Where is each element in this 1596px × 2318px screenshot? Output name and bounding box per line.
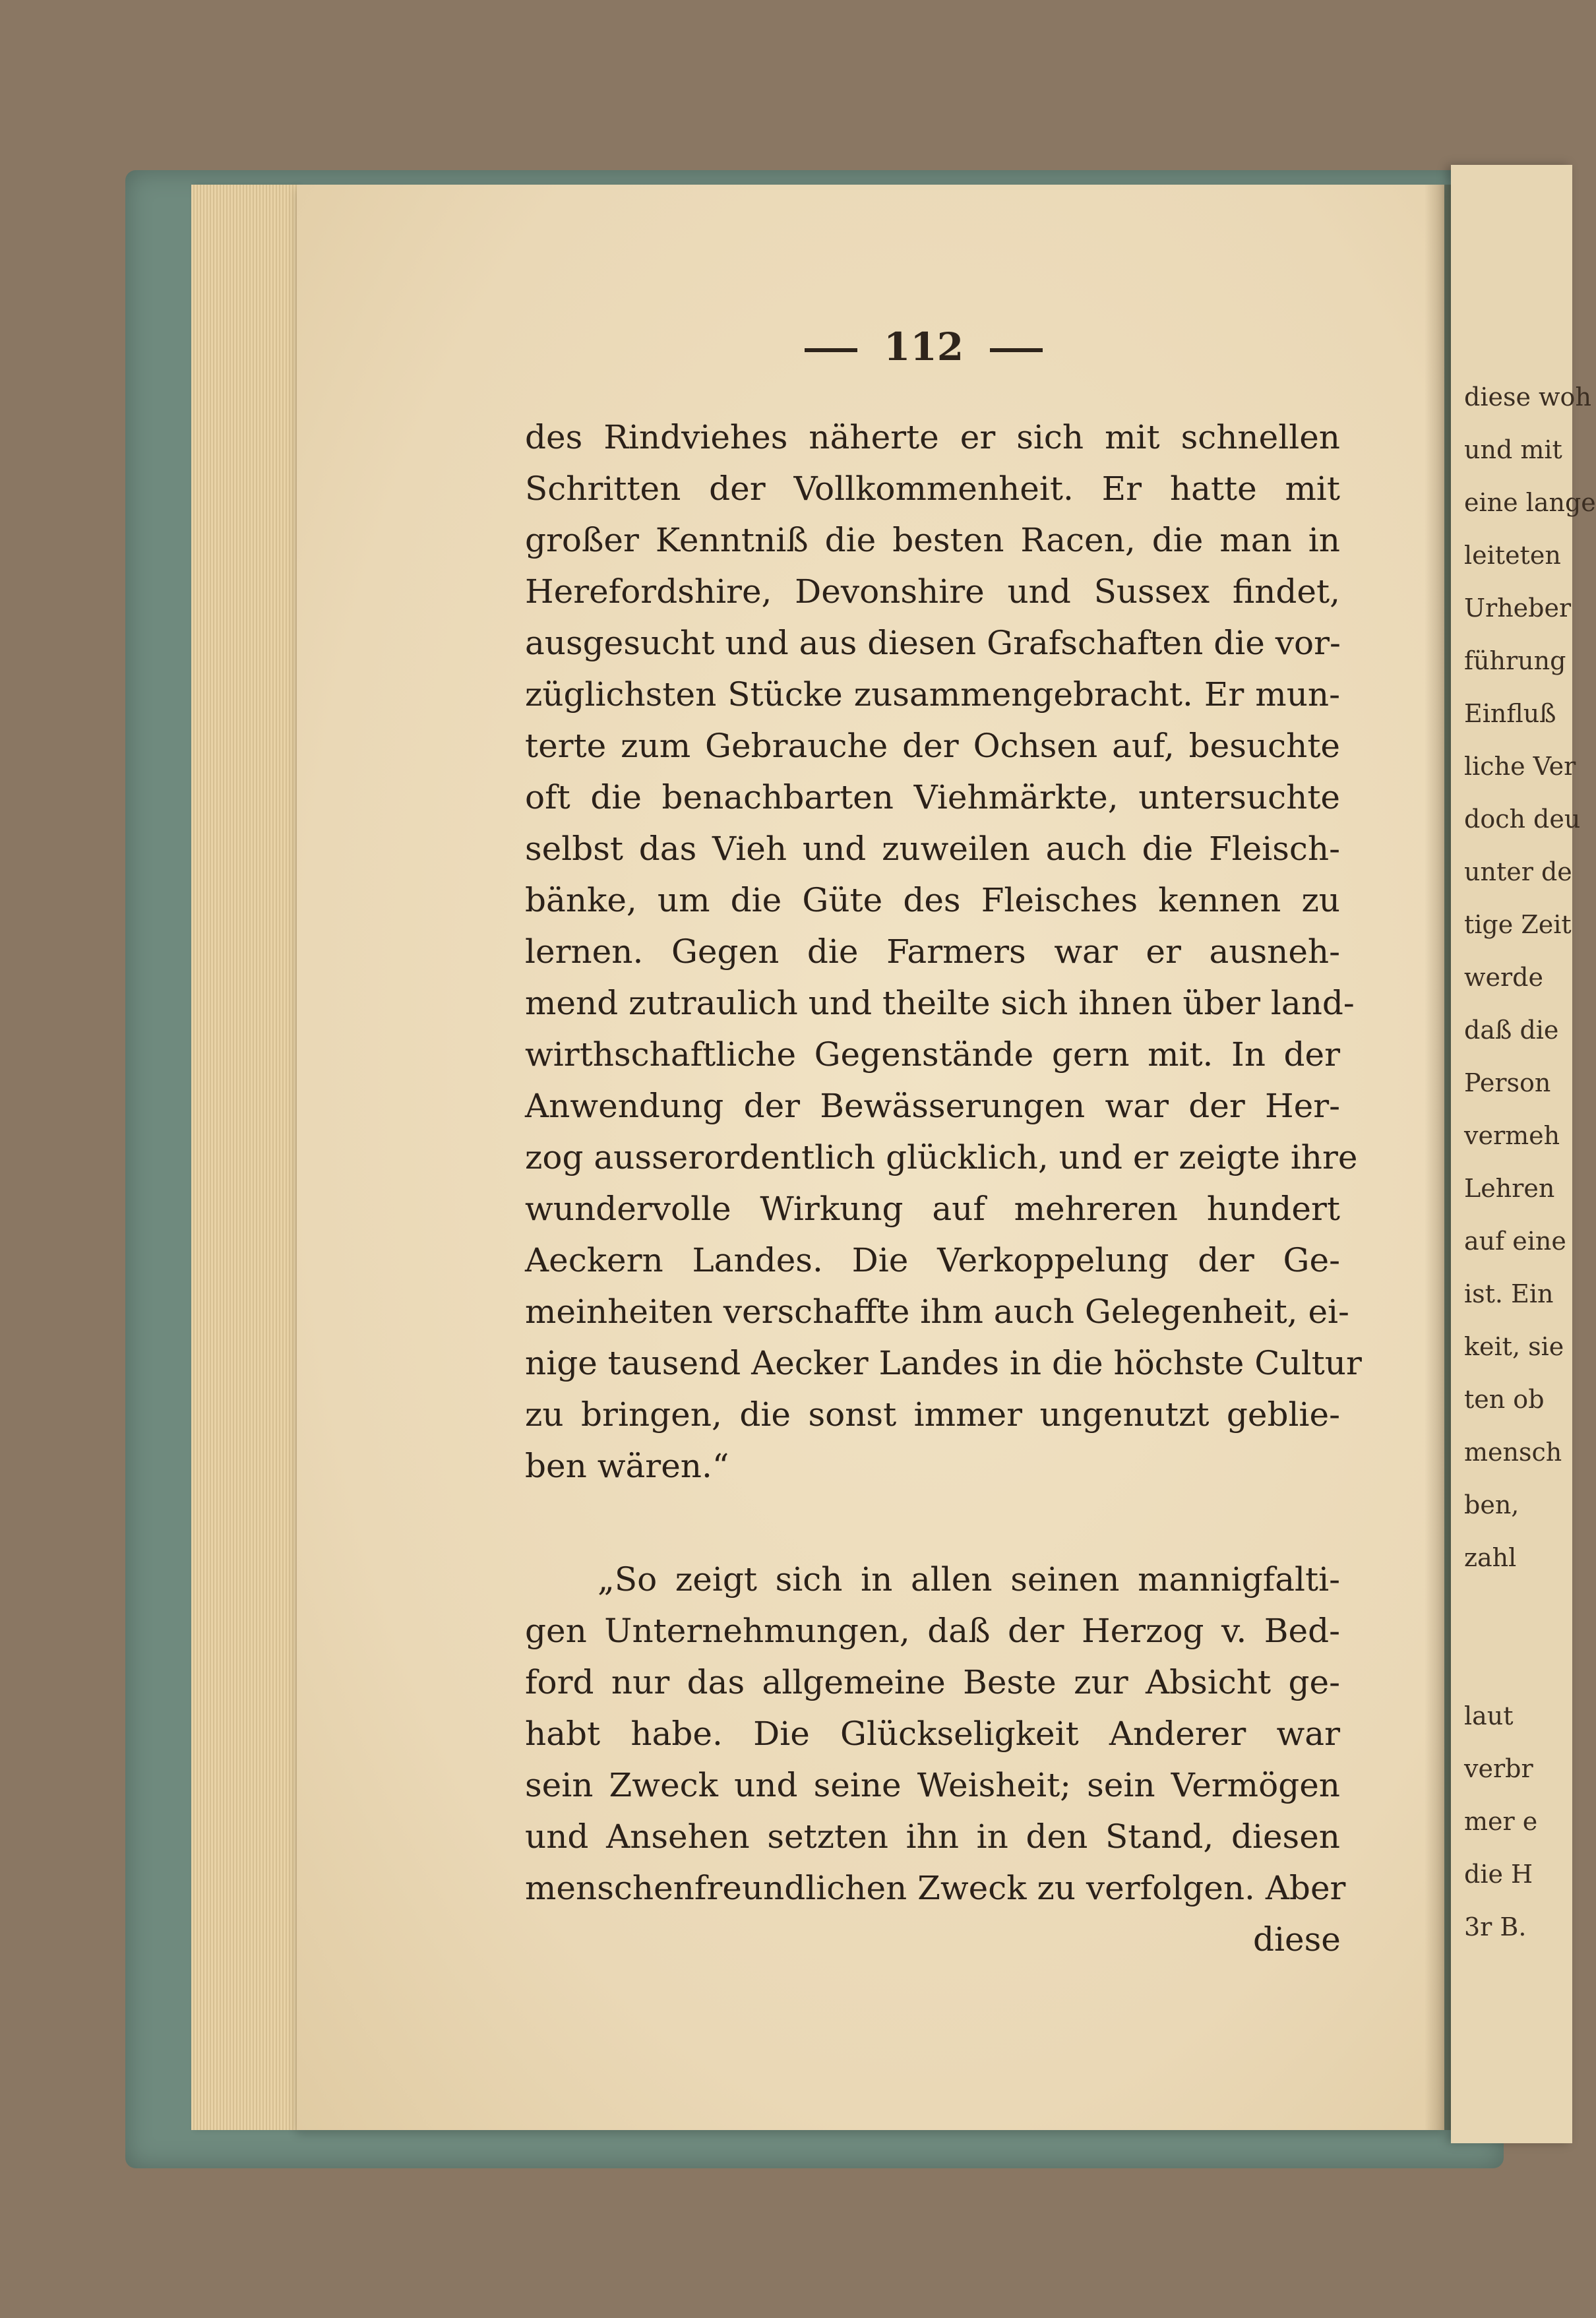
facing-line: mer e [1464,1807,1538,1836]
facing-line: und mit [1464,435,1562,464]
text-line: und Ansehen setzten ihn in den Stand, diesen [525,1817,1340,1856]
page-number [778,324,1069,369]
facing-line: werde [1464,963,1543,992]
text-line: ausgesucht und aus diesen Grafschaften die vor- [525,624,1341,662]
facing-line: ben, [1464,1490,1519,1519]
facing-line: 3r B. [1464,1912,1527,1941]
facing-line: laut [1464,1701,1514,1730]
text-line: zog ausserordentlich glücklich, und er zeigte ihre [525,1138,1358,1176]
text-line: Herefordshire, Devonshire und Sussex findet, [525,572,1340,611]
text-line: ford nur das allgemeine Beste zur Absicht ge- [525,1663,1340,1701]
text-line: Anwendung der Bewässerungen war der Her- [525,1087,1340,1125]
text-line: mend zutraulich und theilte sich ihnen über land- [525,984,1355,1022]
facing-line: die H [1464,1860,1533,1889]
facing-line: Urheber [1464,594,1572,623]
text-line: wundervolle Wirkung auf mehreren hundert [525,1190,1340,1228]
text-line: gen Unternehmungen, daß der Herzog v. Bed- [525,1612,1340,1650]
facing-line: Person [1464,1068,1551,1097]
text-line: bänke, um die Güte des Fleisches kennen zu [525,881,1340,919]
text-line: züglichsten Stücke zusammengebracht. Er mun- [525,675,1340,714]
text-line: sein Zweck und seine Weisheit; sein Vermögen [525,1766,1340,1804]
text-line: meinheiten verschaffte ihm auch Gelegenheit, ei- [525,1293,1349,1331]
facing-line: eine lange [1464,488,1596,517]
dash-left [805,348,857,352]
text-line: oft die benachbarten Viehmärkte, untersuchte [525,778,1340,816]
text-line: ben wären.“ [525,1447,729,1485]
facing-line: unter de [1464,857,1572,886]
facing-line: auf eine [1464,1227,1566,1256]
text-line: zu bringen, die sonst immer ungenutzt geblie- [525,1395,1340,1434]
facing-line: daß die [1464,1016,1559,1045]
facing-line: mensch [1464,1438,1562,1467]
text-line: lernen. Gegen die Farmers war er ausneh- [525,932,1340,971]
page-number-text: 112 [884,324,964,369]
text-line: Aeckern Landes. Die Verkoppelung der Ge- [525,1241,1340,1279]
text-line: des Rindviehes näherte er sich mit schnellen [525,418,1340,456]
text-line: selbst das Vieh und zuweilen auch die Fleisch- [525,830,1340,868]
facing-line: vermeh [1464,1121,1560,1150]
text-line: nige tausend Aecker Landes in die höchste Cultur [525,1344,1362,1382]
text-line: terte zum Gebrauche der Ochsen auf, besuchte [525,727,1340,765]
text-line: „So zeigt sich in allen seinen mannigfalti- [598,1560,1340,1599]
facing-line: verbr [1464,1754,1533,1783]
facing-line: Lehren [1464,1174,1555,1203]
dash-right [990,348,1043,352]
facing-line: keit, sie [1464,1332,1564,1361]
facing-line: Einfluß [1464,699,1556,728]
facing-line: zahl [1464,1543,1517,1572]
page-gutter-shadow [1425,185,1451,2130]
facing-line: liche Ver [1464,752,1576,781]
facing-line: leiteten [1464,541,1561,570]
facing-line: tige Zeit [1464,910,1572,939]
facing-line: ten ob [1464,1385,1545,1414]
text-line: wirthschaftliche Gegenstände gern mit. In der [525,1035,1340,1074]
facing-line: führung [1464,646,1566,675]
catchword: diese [1253,1920,1341,1959]
facing-line: ist. Ein [1464,1279,1554,1308]
text-line: habt habe. Die Glückseligkeit Anderer war [525,1715,1340,1753]
facing-line: doch deu [1464,805,1581,834]
text-line: großer Kenntniß die besten Racen, die man in [525,521,1340,559]
text-line: Schritten der Vollkommenheit. Er hatte mit [525,470,1340,508]
page-edges [191,185,297,2130]
facing-line: diese woh [1464,382,1591,412]
text-line: menschenfreundlichen Zweck zu verfolgen. Aber [525,1869,1346,1907]
facing-page-fragment [1451,165,1596,2143]
